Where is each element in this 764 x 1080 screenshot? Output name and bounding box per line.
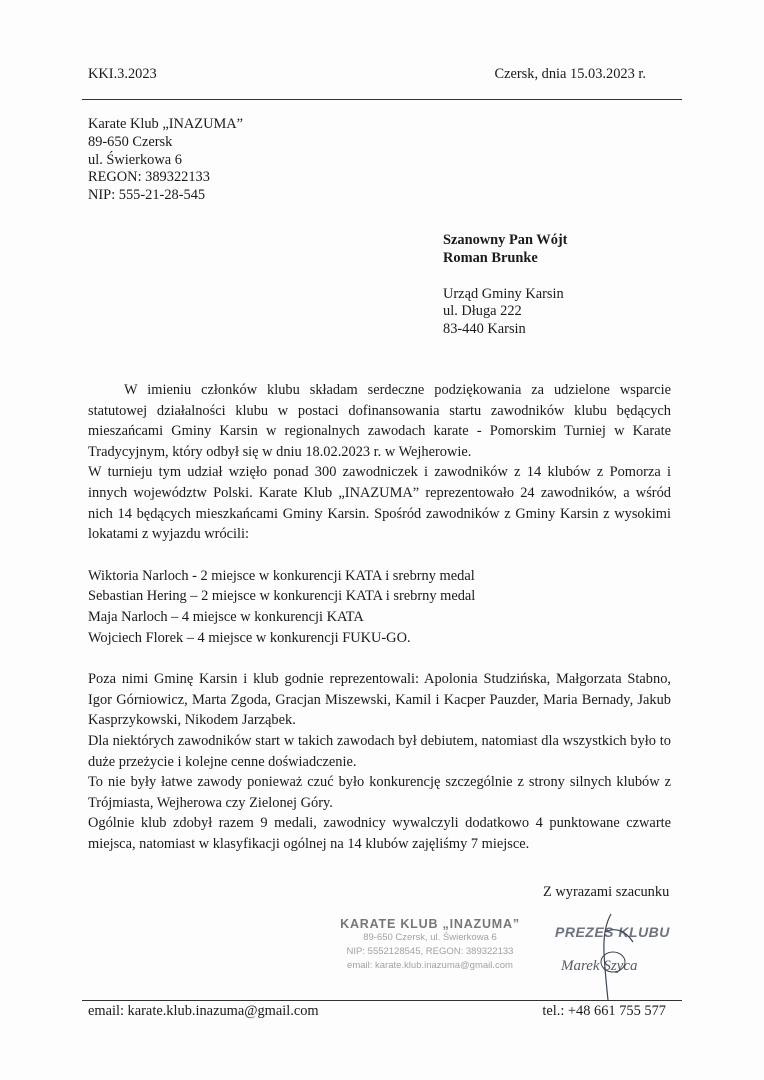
- signature-name: Marek Szyca: [561, 958, 638, 974]
- stamp-title: KARATE KLUB „INAZUMA”: [340, 917, 520, 931]
- recipient-line: Urząd Gminy Karsin: [443, 285, 564, 302]
- footer-phone: tel.: +48 661 755 577: [542, 1003, 666, 1019]
- result-item: Wiktoria Narloch - 2 miejsce w konkurencji KATA i srebrny medal: [88, 567, 475, 584]
- sender-line: NIP: 555-21-28-545: [88, 187, 206, 204]
- club-stamp: [340, 917, 520, 973]
- letter-body: [88, 380, 671, 854]
- recipient-line: 83-440 Karsin: [443, 321, 526, 338]
- body-paragraph: To nie były łatwe zawody ponieważ czuć było konkurencję szczególnie z strony silnych klubów z Trójmiasta, Wejherowa czy Zielonej Góry.: [88, 774, 671, 811]
- stamp-line: email: karate.klub.inazuma@gmail.com: [347, 960, 513, 971]
- result-item: Sebastian Hering – 2 miejsce w konkurencji KATA i srebrny medal: [88, 588, 476, 605]
- sender-line: Karate Klub „INAZUMA”: [88, 116, 244, 132]
- body-paragraph: Poza nimi Gminę Karsin i klub godnie reprezentowali: Apolonia Studzińska, Małgorzata Stabno, Igor Górniowicz, Marta Zgoda, Gracjan Miszewski, Kamil i Kacper Pauzder, Maria Bernady, Jakub Kasprzykowski, Nikodem Jarząbek.: [88, 671, 671, 729]
- body-paragraph: Dla niektórych zawodników start w takich zawodach był debiutem, natomiast dla wszystkich było to duże przeżycie i kolejne cenne doświadczenie.: [88, 732, 671, 770]
- stamp-line: 89-650 Czersk, ul. Świerkowa 6: [363, 932, 497, 943]
- recipient-address: [443, 232, 567, 339]
- sender-line: ul. Świerkowa 6: [88, 151, 182, 168]
- recipient-line: ul. Długa 222: [443, 303, 522, 320]
- sender-line: 89-650 Czersk: [88, 133, 173, 150]
- recipient-greeting: Szanowny Pan Wójt: [443, 232, 568, 248]
- sender-line: REGON: 389322133: [88, 169, 210, 186]
- body-paragraph: W imieniu członków klubu składam serdeczne podziękowania za udzielone wsparcie statutowej działalności klubu w postaci dofinansowania startu zawodników klubu będących mieszańcami Gminy Karsin w regionalnych zawodach karate - Pomorskim Turniej w Karate Tradycyjnym, który odbył się w dniu 18.02.2023 r. w Wejherowie.: [88, 382, 671, 460]
- result-item: Wojciech Florek – 4 miejsce w konkurencji FUKU-GO.: [88, 629, 411, 646]
- president-signature: [553, 912, 693, 1002]
- footer-divider: [82, 1000, 682, 1001]
- signature-title: PREZES KLUBU: [555, 924, 670, 940]
- sender-address: [88, 116, 243, 205]
- header-divider: [82, 99, 682, 100]
- body-paragraph: W turnieju tym udział wzięło ponad 300 zawodniczek i zawodników z 14 klubów z Pomorza i innych województw Polski. Karate Klub „INAZUMA” reprezentowało 24 zawodników, a wśród nich 14 będących mieszkańcami Gminy Karsin. Spośród zawodników z Gminy Karsin z wysokimi lokatami z wyjazdu wrócili:: [88, 464, 671, 543]
- recipient-name: Roman Brunke: [443, 249, 538, 266]
- document-reference: KKI.3.2023: [88, 66, 157, 82]
- body-paragraph: Ogólnie klub zdobył razem 9 medali, zawodnicy wywalczyli dodatkowo 4 punktowane czwarte miejsca, natomiast w klasyfikacji ogólnej na 14 klubów zajęliśmy 7 miejsce.: [88, 815, 671, 852]
- footer-email: email: karate.klub.inazuma@gmail.com: [88, 1003, 319, 1019]
- document-date: Czersk, dnia 15.03.2023 r.: [494, 66, 646, 82]
- stamp-line: NIP: 5552128545, REGON: 389322133: [346, 946, 514, 957]
- result-item: Maja Narloch – 4 miejsce w konkurencji KATA: [88, 608, 364, 625]
- closing-phrase: Z wyrazami szacunku: [543, 884, 670, 900]
